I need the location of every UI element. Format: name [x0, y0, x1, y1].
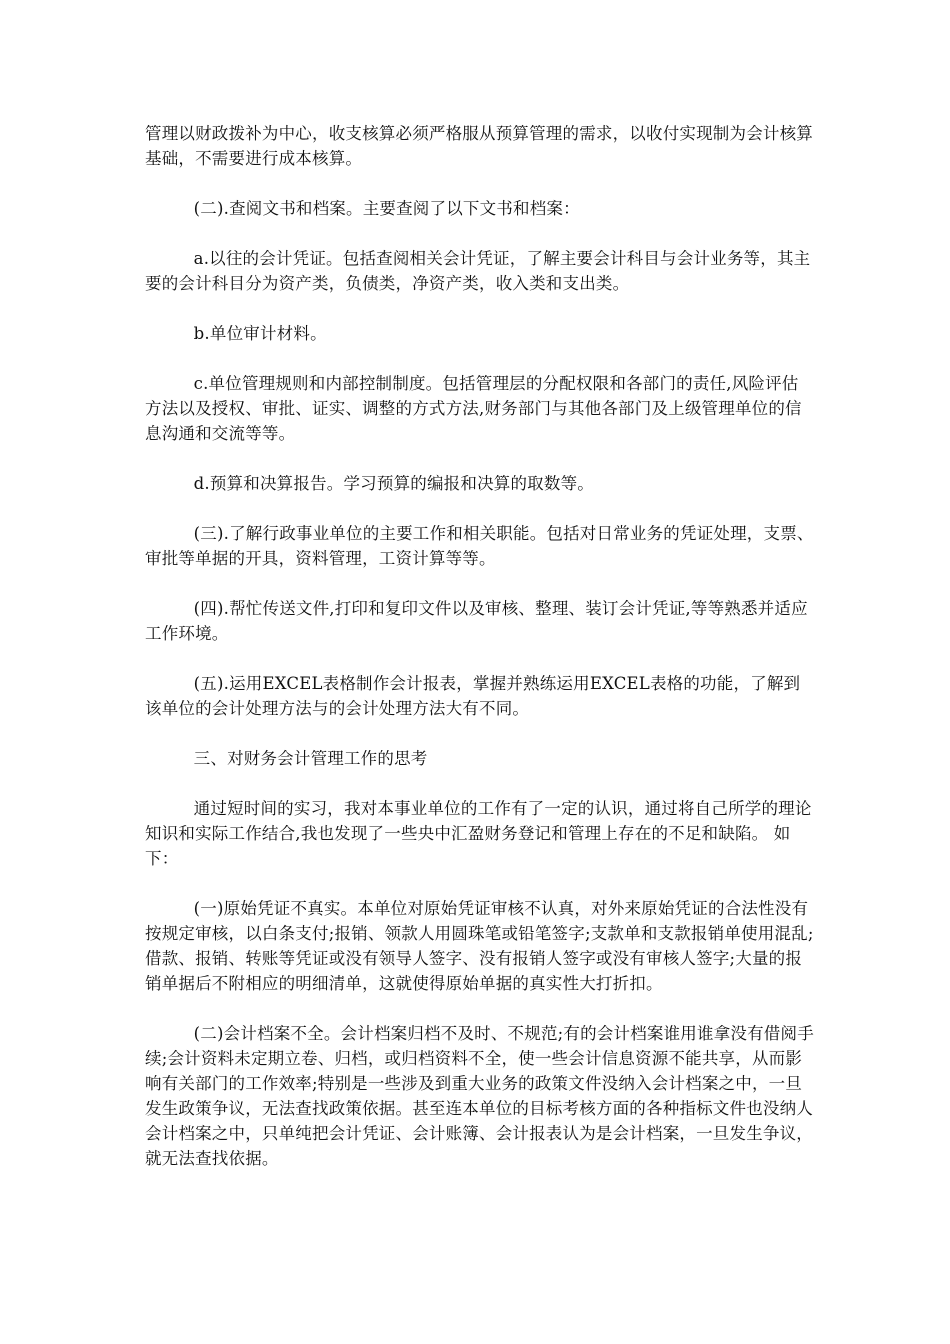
paragraph: (四).帮忙传送文件,打印和复印文件以及审核、整理、装订会计凭证,等等熟悉并适应工作环境。 [145, 599, 808, 643]
document-body [145, 121, 815, 1196]
paragraph: (二)会计档案不全。会计档案归档不及时、不规范;有的会计档案谁用谁拿没有借阅手续;会计资料未定期立卷、归档，或归档资料不全，使一些会计信息资源不能共享，从而影响有关部门的工作效率;特别是一些涉及到重大业务的政策文件没纳入会计档案之中，一旦发生政策争议，无法查找政策依据。甚至连本单位的目标考核方面的各种指标文件也没纳人会计档案之中，只单纯把会计凭证、会计账簿、会计报表认为是会计档案，一旦发生争议，就无法查找依据。 [145, 1024, 814, 1168]
paragraph: a.以往的会计凭证。包括查阅相关会计凭证，了解主要会计科目与会计业务等，其主要的会计科目分为资产类，负债类，净资产类，收入类和支出类。 [145, 249, 811, 293]
paragraph: (三).了解行政事业单位的主要工作和相关职能。包括对日常业务的凭证处理，支票、审批等单据的开具，资料管理，工资计算等等。 [145, 524, 814, 568]
paragraph: (二).查阅文书和档案。主要查阅了以下文书和档案： [193, 199, 580, 218]
paragraph: b.单位审计材料。 [193, 324, 327, 343]
paragraph: 管理以财政拨补为中心，收支核算必须严格服从预算管理的需求，以收付实现制为会计核算基础，不需要进行成本核算。 [145, 124, 813, 168]
paragraph: (五).运用EXCEL表格制作会计报表，掌握并熟练运用EXCEL表格的功能，了解到该单位的会计处理方法与的会计处理方法大有不同。 [145, 674, 801, 718]
paragraph: d.预算和决算报告。学习预算的编报和决算的取数等。 [193, 474, 594, 493]
paragraph: c.单位管理规则和内部控制制度。包括管理层的分配权限和各部门的责任,风险评估方法以及授权、审批、证实、调整的方式方法,财务部门与其他各部门及上级管理单位的信息沟通和交流等等。 [145, 374, 802, 443]
paragraph: (一)原始凭证不真实。本单位对原始凭证审核不认真，对外来原始凭证的合法性没有按规定审核，以白条支付;报销、领款人用圆珠笔或铅笔签字;支款单和支款报销单使用混乱;借款、报销、转账等凭证或没有领导人签字、没有报销人签字或没有审核人签字;大量的报销单据后不附相应的明细清单，这就使得原始单据的真实性大打折扣。 [145, 899, 814, 993]
section-heading: 三、对财务会计管理工作的思考 [193, 749, 428, 768]
paragraph: 通过短时间的实习，我对本事业单位的工作有了一定的认识，通过将自己所学的理论知识和实际工作结合,我也发现了一些央中汇盈财务登记和管理上存在的不足和缺陷。 如下： [145, 799, 812, 868]
